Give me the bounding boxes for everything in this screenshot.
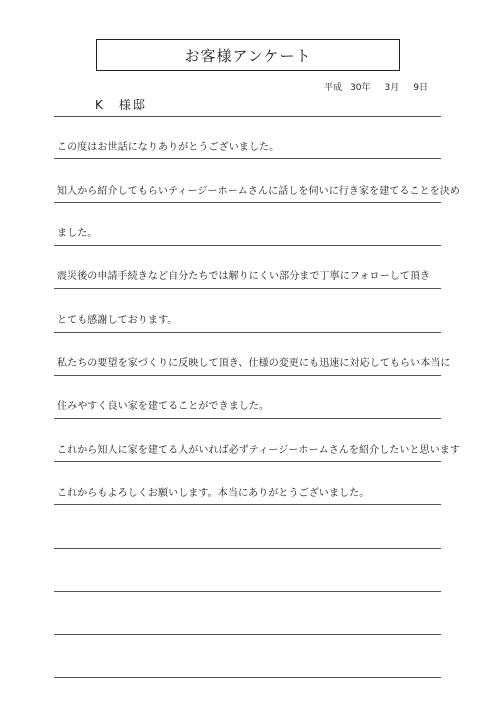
- customer-name: K 様邸: [95, 98, 147, 112]
- rule-line-8: [54, 461, 441, 462]
- date-month: 3月: [384, 83, 400, 93]
- date-year: 30年: [350, 83, 371, 93]
- rule-line-11: [54, 591, 441, 592]
- rule-line-3: [54, 245, 441, 246]
- date-era: 平成: [324, 83, 343, 93]
- rule-line-9: [54, 504, 441, 505]
- date-line: [324, 80, 428, 93]
- date-day: 9日: [413, 83, 428, 93]
- answer-line-8: これから知人に家を建てる人がいれば必ずティージーホームさんを紹介したいと思います: [57, 445, 460, 456]
- rule-line-2: [54, 202, 441, 203]
- rule-line-10: [54, 548, 441, 549]
- rule-line-5: [54, 332, 441, 333]
- rule-line-7: [54, 418, 441, 419]
- page-title: お客様アンケート: [96, 39, 400, 71]
- answer-line-4: 震災後の申請手続きなど自分たちでは解りにくい部分まで丁寧にフォローして頂き: [57, 271, 431, 282]
- rule-line-6: [54, 375, 441, 376]
- rule-line-1: [54, 158, 441, 159]
- header-rule: [54, 116, 441, 117]
- answer-line-3: ました。: [57, 228, 98, 239]
- rule-line-13: [54, 677, 441, 678]
- rule-line-12: [54, 634, 441, 635]
- answer-line-5: とても感謝しております。: [57, 315, 178, 326]
- answer-line-9: これからもよろしくお願いします。本当にありがとうございました。: [57, 488, 370, 499]
- answer-line-7: 住みやすく良い家を建てることができました。: [57, 401, 270, 412]
- answer-line-2: 知人から紹介してもらいティージーホームさんに話しを伺いに行き家を建てることを決め: [57, 186, 460, 197]
- answer-line-1: この度はお世話になりありがとうございました。: [57, 142, 280, 153]
- rule-line-4: [54, 288, 441, 289]
- answer-line-6: 私たちの要望を家づくりに反映して頂き、仕様の変更にも迅速に対応してもらい本当に: [57, 358, 451, 369]
